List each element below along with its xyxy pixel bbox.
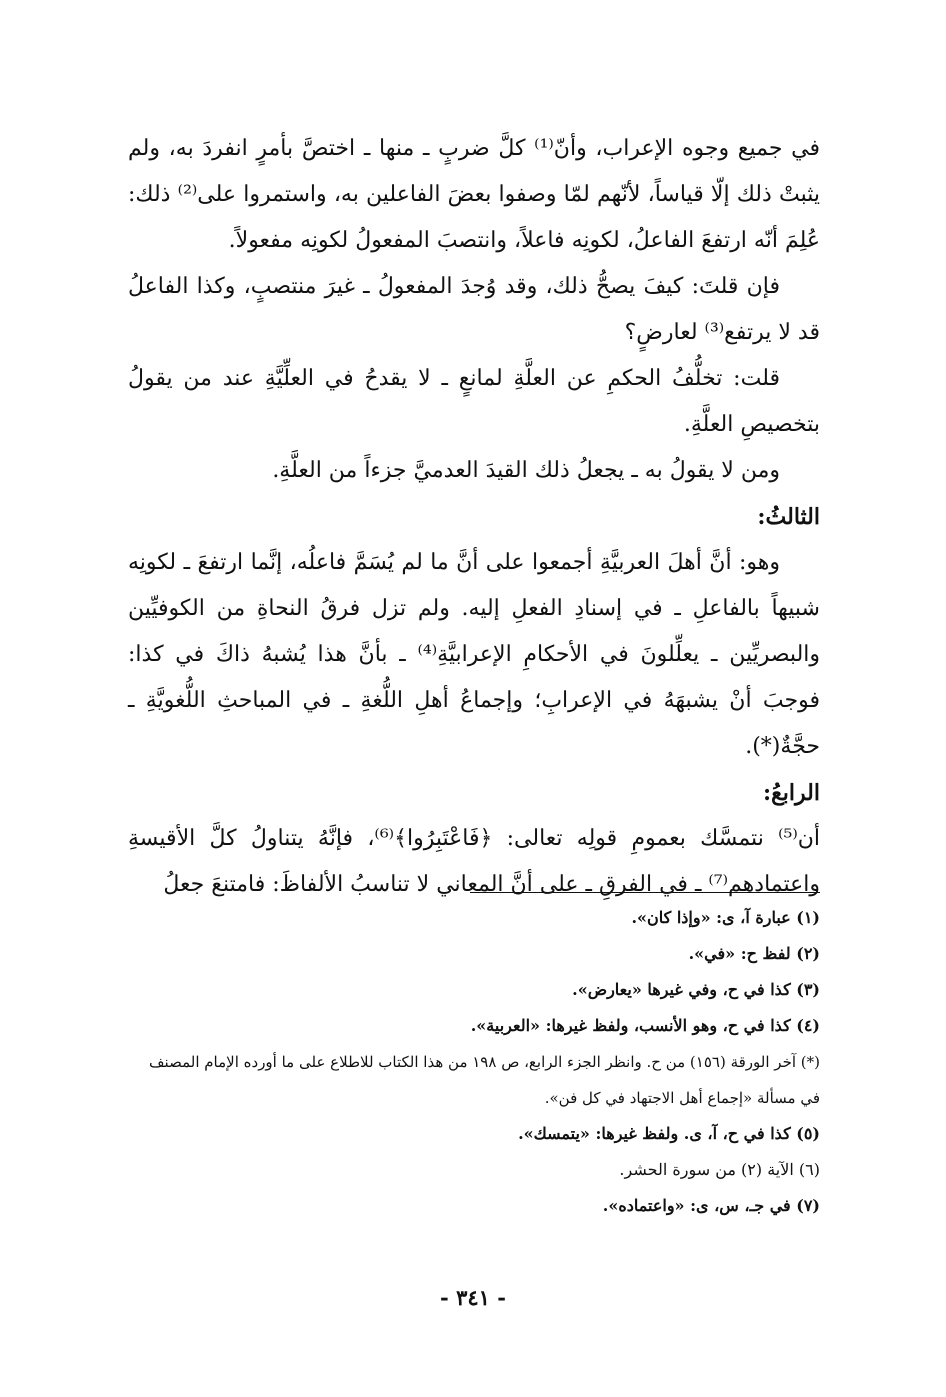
paragraph-2: فإن قلتَ: كيفَ يصحُّ ذلك، وقد وُجدَ المفعولُ ـ غيرَ منتصبٍ، وكذا الفاعلُ قد لا يرتفع⁽³⁾ لعارضٍ؟ [128,274,820,345]
paragraph-5: وهو: أنَّ أهلَ العربيَّةِ أجمعوا على أنَّ ما لم يُسَمَّ فاعلُه، إنَّما ارتفعَ ـ لكونِه شبيهاً بالفاعلِ ـ في إسنادِ الفعلِ إليه. ولم تزل فرقُ النحاةِ من الكوفيِّين والبصريِّين ـ يعلِّلونَ في الأحكامِ الإعرابيَّةِ⁽⁴⁾ ـ بأنَّ هذا يُشبهُ ذاكَ في كذا: فوجبَ أنْ يشبهَهُ في الإعرابِ؛ وإجماعُ أهلِ اللُّغةِ ـ في المباحثِ اللُّغويَّةِ ـ حجَّةٌ(*). [128,550,821,759]
footnote-4: (٤) كذا في ح، وهو الأنسب، ولفظ غيرها: «العربية». [470,1016,820,1035]
footnote-5: (٥) كذا في ح، آ، ى. ولفظ غيرها: «يتمسك». [518,1124,820,1143]
footnote-2: (٢) لفظ ح: «في». [688,944,820,963]
footnote-3: (٣) كذا في ح، وفي غيرها «يعارض». [572,980,820,999]
paragraph-6: أن⁽⁵⁾ نتمسَّك بعمومِ قولِه تعالى: ﴿فَاعْتَبِرُوا﴾⁽⁶⁾، فإنَّهُ يتناولُ كلَّ الأقيسةِ واعتمادهم⁽⁷⁾ ـ في الفرقِ ـ على أنَّ المعاني لا تناسبُ الألفاظَ: فامتنعَ جعلُ [128,826,820,897]
paragraph-4: ومن لا يقولُ به ـ يجعلُ ذلك القيدَ العدميَّ جزءاً من العلَّةِ. [272,458,780,483]
page-number: - ٣٤١ - [440,1285,506,1310]
main-text [128,126,820,908]
footnotes [128,900,820,1224]
footnote-6: (٦) الآية (٢) من سورة الحشر. [619,1160,820,1179]
paragraph-3: قلت: تخلُّفُ الحكمِ عن العلَّةِ لمانعٍ ـ لا يقدحُ في العلِّيَّةِ عند من يقولُ بتخصيصِ العلَّةِ. [128,366,820,437]
paragraph-1: في جميع وجوه الإعراب، وأنّ⁽¹⁾ كلَّ ضربٍ ـ منها ـ اختصَّ بأمرٍ انفردَ به، ولم يثبتْ ذلك إلّا قياساً، لأنّهم لمّا وصفوا بعضَ الفاعلين به، واستمروا على⁽²⁾ ذلك: عُلِمَ أنّه ارتفعَ الفاعلُ، لكونِه فاعلاً، وانتصبَ المفعولُ لكونِه مفعولاً. [128,136,820,253]
heading-third: الثالثُ: [757,504,820,530]
footnote-divider [470,892,820,893]
footnote-star: (*) آخر الورقة (١٥٦) من ح. وانظر الجزء الرابع، ص ١٩٨ من هذا الكتاب للاطلاع على ما أورده الإمام المصنف في مسألة «إجماع أهل الاجتهاد في كل فن». [149,1053,820,1107]
footnote-1: (١) عبارة آ، ى: «وإذا كان». [631,908,820,927]
heading-fourth: الرابعُ: [762,780,820,806]
footnote-7: (٧) في جـ، س، ى: «واعتماده». [602,1196,820,1215]
